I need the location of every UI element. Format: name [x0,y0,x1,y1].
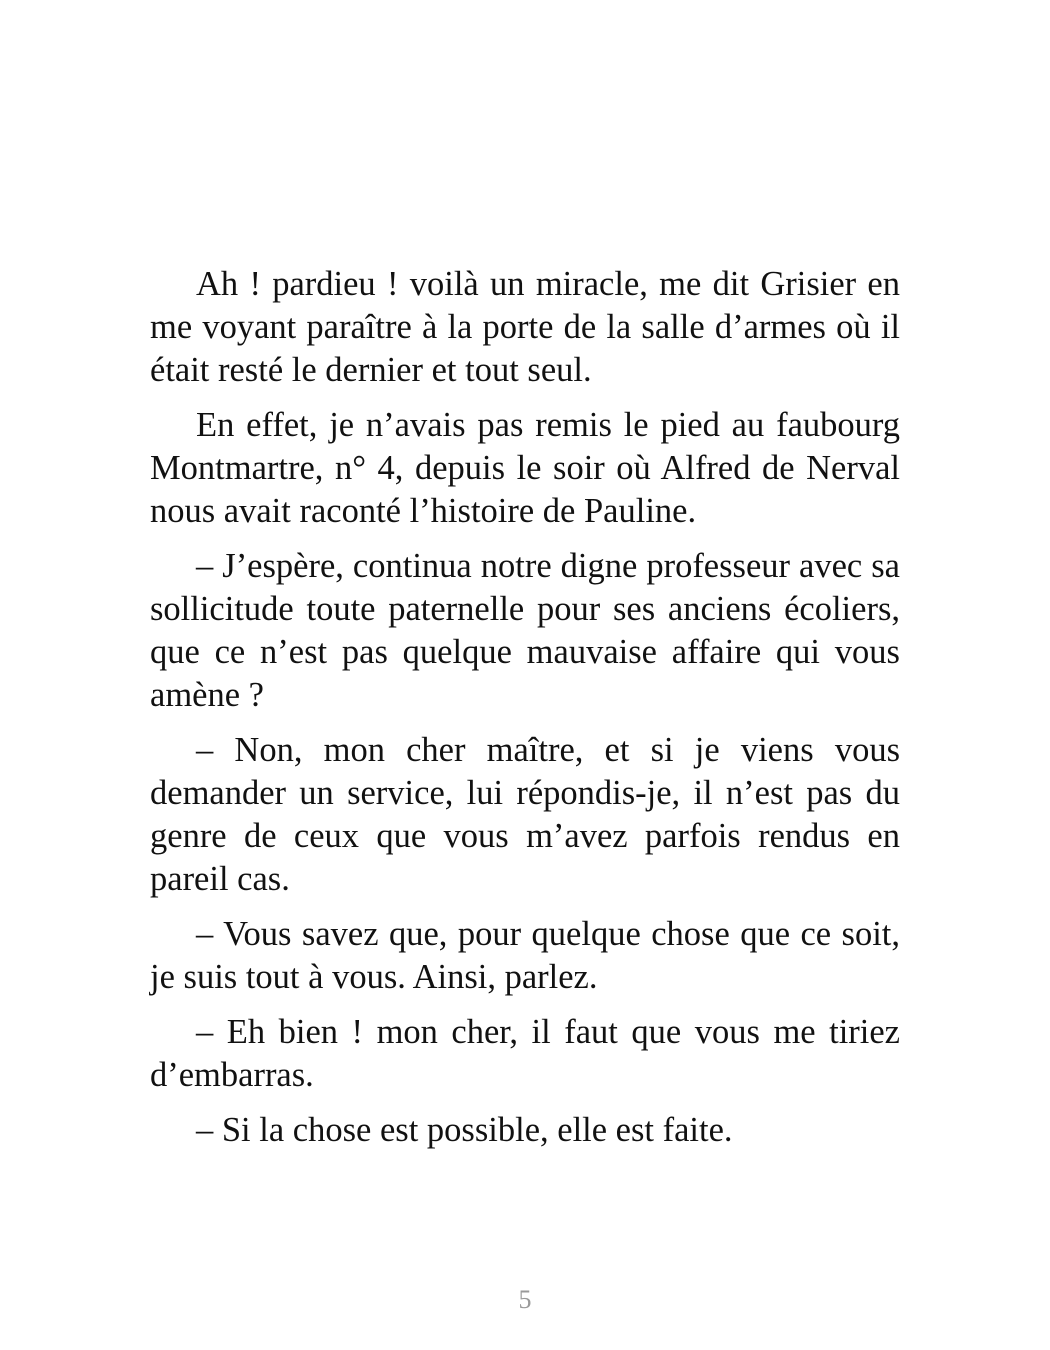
page-number: 5 [518,1285,532,1314]
paragraph-3: – J’espère, continua notre digne professeur avec sa sollicitude toute paternelle pour ses anciens écoliers, que ce n’est pas quelque mauvaise affaire qui vous amène ? [150,547,900,714]
page-body [150,263,900,1164]
paragraph-4: – Non, mon cher maître, et si je viens vous demander un service, lui répondis-je, il n’est pas du genre de ceux que vous m’avez parfois rendus en pareil cas. [150,731,900,898]
paragraph-6: – Eh bien ! mon cher, il faut que vous me tiriez d’embarras. [150,1013,900,1094]
paragraph-5: – Vous savez que, pour quelque chose que ce soit, je suis tout à vous. Ainsi, parlez. [150,915,900,996]
paragraph-1: Ah ! pardieu ! voilà un miracle, me dit Grisier en me voyant paraître à la porte de la salle d’armes où il était resté le dernier et tout seul. [150,265,900,389]
paragraph-2: En effet, je n’avais pas remis le pied au faubourg Montmartre, n° 4, depuis le soir où Alfred de Nerval nous avait raconté l’histoire de Pauline. [150,406,900,530]
paragraph-7: – Si la chose est possible, elle est faite. [196,1111,733,1149]
